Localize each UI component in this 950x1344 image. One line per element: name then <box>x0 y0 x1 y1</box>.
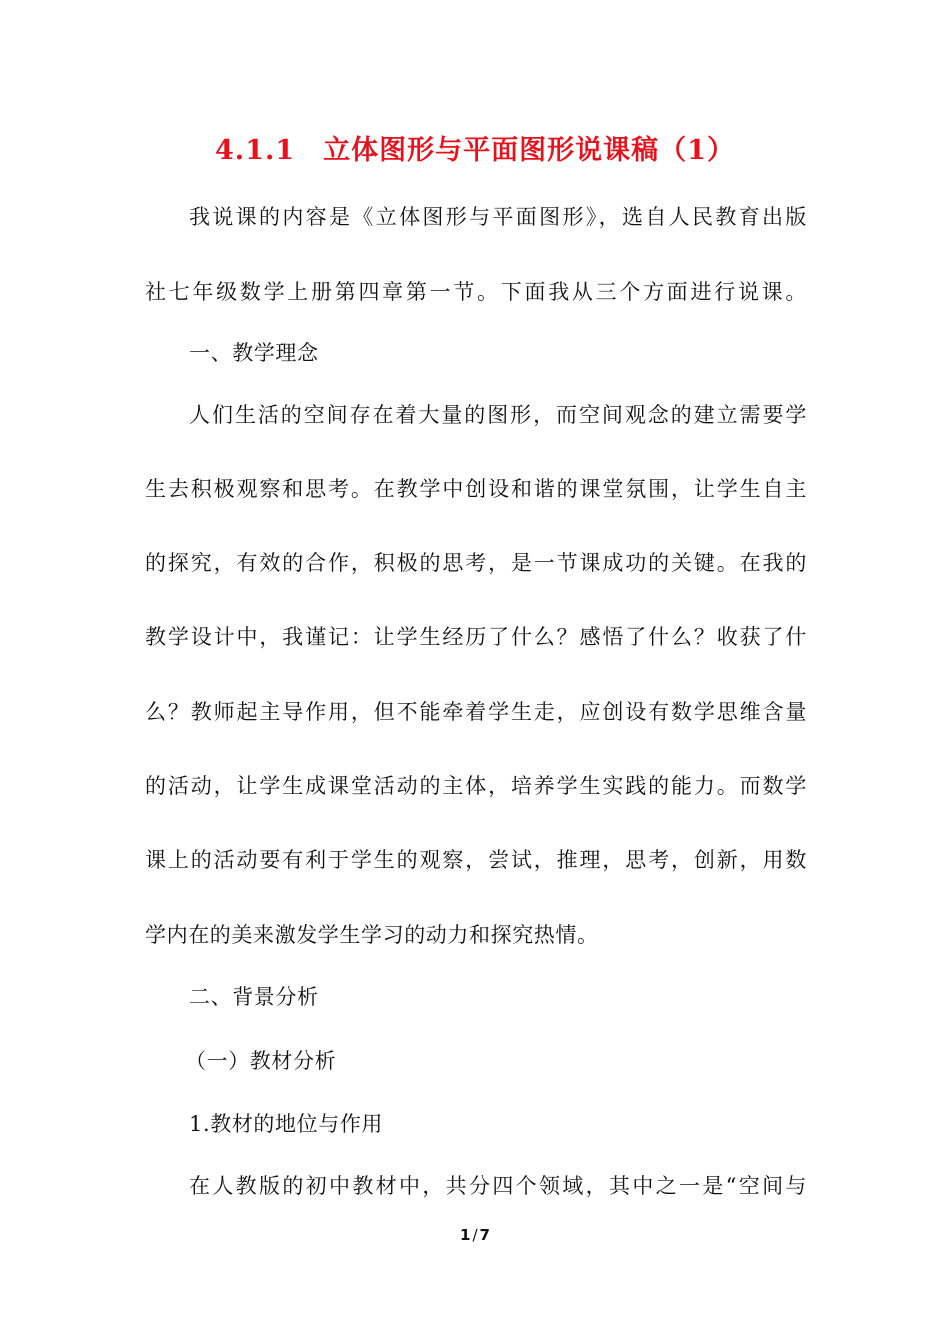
page-number <box>0 1226 950 1244</box>
total-pages: 7 <box>479 1226 490 1244</box>
paragraph-line: 生去积极观察和思考。在教学中创设和谐的课堂氛围，让学生自主 <box>145 477 807 501</box>
document-title: 4.1.1 立体图形与平面图形说课稿（1） <box>215 135 735 166</box>
paragraph-line: 在人教版的初中教材中，共分四个领域，其中之一是“空间与 <box>189 1174 807 1198</box>
subsection-heading: 1.教材的地位与作用 <box>189 1112 384 1136</box>
current-page: 1 <box>460 1226 471 1244</box>
paragraph-line: 人们生活的空间存在着大量的图形，而空间观念的建立需要学 <box>189 403 807 427</box>
paragraph-line: 学内在的美来激发学生学习的动力和探究热情。 <box>145 923 599 947</box>
paragraph-line: 教学设计中，我谨记：让学生经历了什么？感悟了什么？收获了什 <box>145 625 807 649</box>
section-heading: 一、教学理念 <box>189 341 319 365</box>
subsection-heading: （一）教材分析 <box>185 1049 337 1073</box>
paragraph-line: 我说课的内容是《立体图形与平面图形》，选自人民教育出版 <box>189 205 807 229</box>
paragraph-line: 的探究，有效的合作，积极的思考，是一节课成功的关键。在我的 <box>145 551 807 575</box>
paragraph-line: 么？教师起主导作用，但不能牵着学生走，应创设有数学思维含量 <box>145 700 807 724</box>
paragraph-line: 的活动，让学生成课堂活动的主体，培养学生实践的能力。而数学 <box>145 774 807 798</box>
paragraph-line: 课上的活动要有利于学生的观察，尝试，推理，思考，创新，用数 <box>145 848 807 872</box>
page-separator: / <box>472 1226 478 1244</box>
section-heading: 二、背景分析 <box>189 985 319 1009</box>
paragraph-line: 社七年级数学上册第四章第一节。下面我从三个方面进行说课。 <box>145 280 807 304</box>
